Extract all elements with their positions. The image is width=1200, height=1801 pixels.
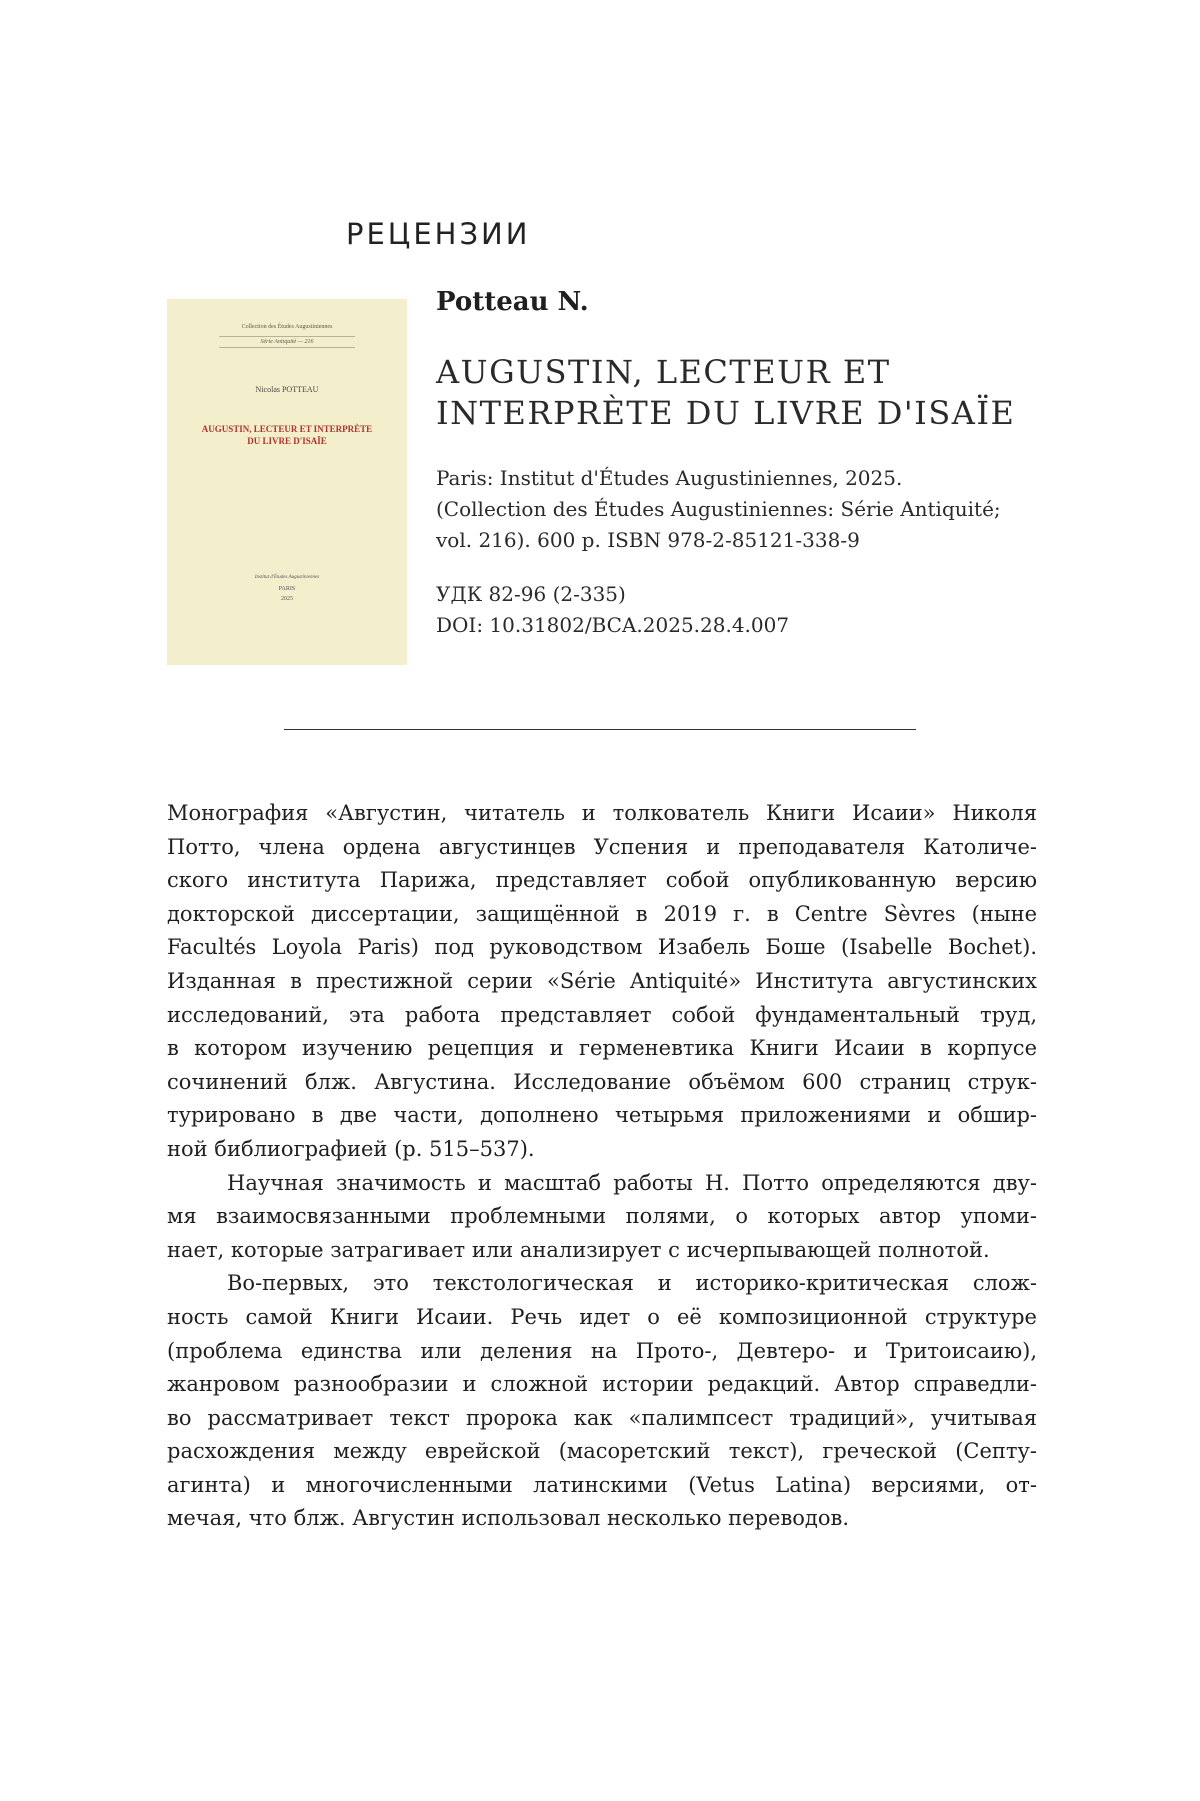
cover-title-line: AUGUSTIN, LECTEUR ET INTERPRÈTE xyxy=(201,424,373,434)
paragraph xyxy=(167,797,1037,1167)
cover-author: Nicolas POTTEAU xyxy=(255,385,319,394)
text-line: исследований, эта работа представляет собой фундаментальный труд, xyxy=(167,1002,1037,1027)
paragraph xyxy=(167,1267,1037,1536)
udc-code: УДК 82-96 (2-335) xyxy=(436,582,626,606)
book-title-line: AUGUSTIN, LECTEUR ET xyxy=(436,353,891,391)
bibliography-line: Paris: Institut d'Études Augustiniennes, 2025. xyxy=(436,466,903,490)
cover-title-line: DU LIVRE D'ISAÏE xyxy=(247,436,327,446)
text-line: Потто, члена ордена августинцев Успения и преподавателя Католиче- xyxy=(167,834,1037,859)
text-line: турировано в две части, дополнено четырьмя приложениями и обшир- xyxy=(167,1103,1037,1128)
text-line: ной библиографией (p. 515–537). xyxy=(167,1136,535,1161)
text-line: жанровом разнообразии и сложной истории редакций. Автор справедли- xyxy=(167,1372,1037,1397)
book-title-line: INTERPRÈTE DU LIVRE D'ISAÏE xyxy=(436,394,1016,432)
cover-publisher: Institut d'Études Augustiniennes xyxy=(254,575,320,580)
text-line: агинта) и многочисленными латинскими (Vetus Latina) версиями, от- xyxy=(167,1472,1037,1497)
cover-series: Collection des Études Augustiniennes xyxy=(241,324,333,330)
text-line: докторской диссертации, защищённой в 2019 г. в Centre Sèvres (ныне xyxy=(167,901,1037,926)
text-line: ского института Парижа, представляет собой опубликованную версию xyxy=(167,868,1037,893)
text-line: мечая, что блж. Августин использовал несколько переводов. xyxy=(167,1506,849,1531)
divider-rule xyxy=(284,729,916,730)
text-line: ность самой Книги Исаии. Речь идет о её композиционной структуре xyxy=(167,1304,1037,1329)
text-line: Изданная в престижной серии «Série Antiquité» Института августинских xyxy=(167,968,1037,993)
text-line: Во-первых, это текстологическая и историко-критическая слож- xyxy=(227,1271,1037,1296)
text-line: сочинений блж. Августина. Исследование объёмом 600 страниц струк- xyxy=(167,1069,1037,1094)
text-line: (проблема единства или деления на Прото-, Девтеро- и Тритоисаию), xyxy=(167,1338,1037,1363)
review-body xyxy=(167,797,1037,1536)
section-heading: РЕЦЕНЗИИ xyxy=(346,217,531,251)
text-line: Научная значимость и масштаб работы Н. Потто определяются дву- xyxy=(227,1170,1037,1195)
cover-title xyxy=(189,423,385,447)
bibliography-line: vol. 216). 600 p. ISBN 978-2-85121-338-9 xyxy=(436,528,860,552)
bibliography-line: (Collection des Études Augustiniennes: Série Antiquité; xyxy=(436,497,1001,521)
text-line: в котором изучению рецепция и герменевтика Книги Исаии в корпусе xyxy=(167,1036,1037,1061)
review-author: Potteau N. xyxy=(436,287,589,317)
text-line: Монография «Августин, читатель и толкователь Книги Исаии» Николя xyxy=(167,801,1037,825)
book-cover-image xyxy=(167,299,407,665)
cover-subseries: Série Antiquité — 216 xyxy=(219,336,355,348)
book-title xyxy=(436,352,1036,434)
cover-city: PARIS xyxy=(278,586,296,592)
text-line: расхождения между еврейской (масоретский текст), греческой (Септу- xyxy=(167,1439,1037,1464)
text-line: во рассматривает текст пророка как «палимпсест традиций», учитывая xyxy=(167,1405,1037,1430)
text-line: нает, которые затрагивает или анализирует с исчерпывающей полнотой. xyxy=(167,1237,990,1262)
cover-year: 2025 xyxy=(281,596,293,602)
text-line: Facultés Loyola Paris) под руководством Изабель Боше (Isabelle Bochet). xyxy=(167,935,1037,960)
paragraph xyxy=(167,1167,1037,1268)
bibliographic-info xyxy=(436,463,1056,556)
identifiers xyxy=(436,579,1056,641)
text-line: мя взаимосвязанными проблемными полями, о которых автор упоми- xyxy=(167,1204,1037,1229)
doi-link[interactable]: DOI: 10.31802/BCA.2025.28.4.007 xyxy=(436,613,790,637)
